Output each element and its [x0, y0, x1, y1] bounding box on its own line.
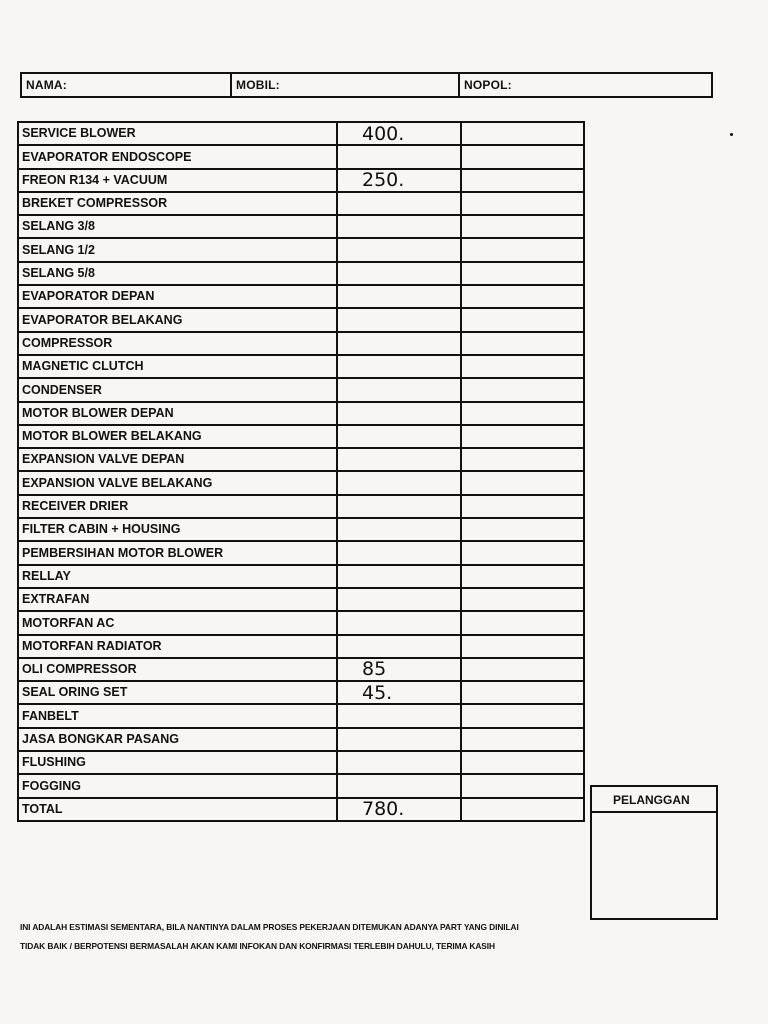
item-label: RELLAY [18, 565, 337, 588]
item-label: FLUSHING [18, 751, 337, 774]
table-row [18, 238, 584, 261]
item-price [337, 495, 461, 518]
item-extra-cell [461, 332, 584, 355]
table-row [18, 635, 584, 658]
item-label: PEMBERSIHAN MOTOR BLOWER [18, 541, 337, 564]
item-label: JASA BONGKAR PASANG [18, 728, 337, 751]
item-extra-cell [461, 215, 584, 238]
table-row [18, 169, 584, 192]
item-extra-cell [461, 495, 584, 518]
item-label: COMPRESSOR [18, 332, 337, 355]
item-price [337, 611, 461, 634]
item-label: FILTER CABIN + HOUSING [18, 518, 337, 541]
item-extra-cell [461, 751, 584, 774]
table-row [18, 425, 584, 448]
item-price [337, 402, 461, 425]
item-price: 780. [337, 798, 461, 821]
item-label: FOGGING [18, 774, 337, 797]
customer-info-header [20, 72, 713, 98]
mobil-field: MOBIL: [232, 74, 460, 96]
item-label: FANBELT [18, 704, 337, 727]
table-row [18, 495, 584, 518]
item-extra-cell [461, 122, 584, 145]
item-price [337, 751, 461, 774]
item-extra-cell [461, 541, 584, 564]
item-extra-cell [461, 518, 584, 541]
item-extra-cell [461, 308, 584, 331]
item-extra-cell [461, 285, 584, 308]
table-row [18, 308, 584, 331]
item-label: EXTRAFAN [18, 588, 337, 611]
item-price [337, 215, 461, 238]
item-price [337, 728, 461, 751]
nama-field: NAMA: [22, 74, 232, 96]
item-price [337, 145, 461, 168]
item-extra-cell [461, 169, 584, 192]
item-price [337, 471, 461, 494]
table-row [18, 122, 584, 145]
table-row [18, 565, 584, 588]
item-extra-cell [461, 145, 584, 168]
table-row [18, 611, 584, 634]
item-label: RECEIVER DRIER [18, 495, 337, 518]
item-price: 400. [337, 122, 461, 145]
item-label: MOTOR BLOWER DEPAN [18, 402, 337, 425]
table-row [18, 541, 584, 564]
item-price [337, 192, 461, 215]
item-price [337, 285, 461, 308]
nopol-field: NOPOL: [464, 78, 512, 92]
estimate-table [17, 121, 585, 822]
item-label: SELANG 5/8 [18, 262, 337, 285]
item-extra-cell [461, 611, 584, 634]
item-label: EVAPORATOR BELAKANG [18, 308, 337, 331]
item-label: MAGNETIC CLUTCH [18, 355, 337, 378]
table-row [18, 262, 584, 285]
item-extra-cell [461, 402, 584, 425]
item-label: EXPANSION VALVE BELAKANG [18, 471, 337, 494]
item-price [337, 588, 461, 611]
item-price: 250. [337, 169, 461, 192]
item-label: BREKET COMPRESSOR [18, 192, 337, 215]
table-row [18, 681, 584, 704]
table-row [18, 518, 584, 541]
footer-note-line-1: INI ADALAH ESTIMASI SEMENTARA, BILA NANTINYA DALAM PROSES PEKERJAAN DITEMUKAN ADANYA PART YANG DINILAI [20, 922, 519, 932]
table-row [18, 332, 584, 355]
item-extra-cell [461, 728, 584, 751]
table-row [18, 588, 584, 611]
table-row [18, 378, 584, 401]
item-label: SELANG 3/8 [18, 215, 337, 238]
item-price [337, 774, 461, 797]
item-label: SELANG 1/2 [18, 238, 337, 261]
item-extra-cell [461, 635, 584, 658]
item-extra-cell [461, 378, 584, 401]
item-price [337, 355, 461, 378]
item-price [337, 425, 461, 448]
item-extra-cell [461, 774, 584, 797]
table-row [18, 402, 584, 425]
item-extra-cell [461, 355, 584, 378]
item-price [337, 238, 461, 261]
item-extra-cell [461, 262, 584, 285]
item-label: FREON R134 + VACUUM [18, 169, 337, 192]
item-extra-cell [461, 658, 584, 681]
item-price [337, 541, 461, 564]
table-row [18, 192, 584, 215]
item-label: MOTORFAN AC [18, 611, 337, 634]
item-label: OLI COMPRESSOR [18, 658, 337, 681]
item-extra-cell [461, 471, 584, 494]
customer-label: PELANGGAN [592, 787, 716, 813]
item-price [337, 565, 461, 588]
table-row [18, 215, 584, 238]
item-extra-cell [461, 798, 584, 821]
table-row [18, 145, 584, 168]
item-label: EVAPORATOR DEPAN [18, 285, 337, 308]
item-label: CONDENSER [18, 378, 337, 401]
item-price [337, 448, 461, 471]
item-extra-cell [461, 565, 584, 588]
item-price: 45. [337, 681, 461, 704]
item-price [337, 262, 461, 285]
item-price [337, 378, 461, 401]
item-extra-cell [461, 588, 584, 611]
item-extra-cell [461, 192, 584, 215]
table-row [18, 355, 584, 378]
table-row [18, 658, 584, 681]
item-extra-cell [461, 448, 584, 471]
item-extra-cell [461, 704, 584, 727]
item-price: 85 [337, 658, 461, 681]
item-label: TOTAL [18, 798, 337, 821]
item-label: SEAL ORING SET [18, 681, 337, 704]
item-price [337, 332, 461, 355]
customer-signature-box [590, 785, 718, 920]
item-label: EVAPORATOR ENDOSCOPE [18, 145, 337, 168]
table-row [18, 285, 584, 308]
table-row [18, 728, 584, 751]
table-row [18, 448, 584, 471]
table-row [18, 471, 584, 494]
item-label: EXPANSION VALVE DEPAN [18, 448, 337, 471]
item-price [337, 518, 461, 541]
speck-mark [730, 133, 733, 136]
item-label: MOTORFAN RADIATOR [18, 635, 337, 658]
item-extra-cell [461, 681, 584, 704]
item-label: MOTOR BLOWER BELAKANG [18, 425, 337, 448]
item-extra-cell [461, 238, 584, 261]
footer-note-line-2: TIDAK BAIK / BERPOTENSI BERMASALAH AKAN KAMI INFOKAN DAN KONFIRMASI TERLEBIH DAHULU, TERIMA KASIH [20, 941, 495, 951]
table-row [18, 798, 584, 821]
table-row [18, 704, 584, 727]
item-price [337, 635, 461, 658]
item-extra-cell [461, 425, 584, 448]
item-label: SERVICE BLOWER [18, 122, 337, 145]
item-price [337, 704, 461, 727]
table-row [18, 751, 584, 774]
table-row [18, 774, 584, 797]
item-price [337, 308, 461, 331]
